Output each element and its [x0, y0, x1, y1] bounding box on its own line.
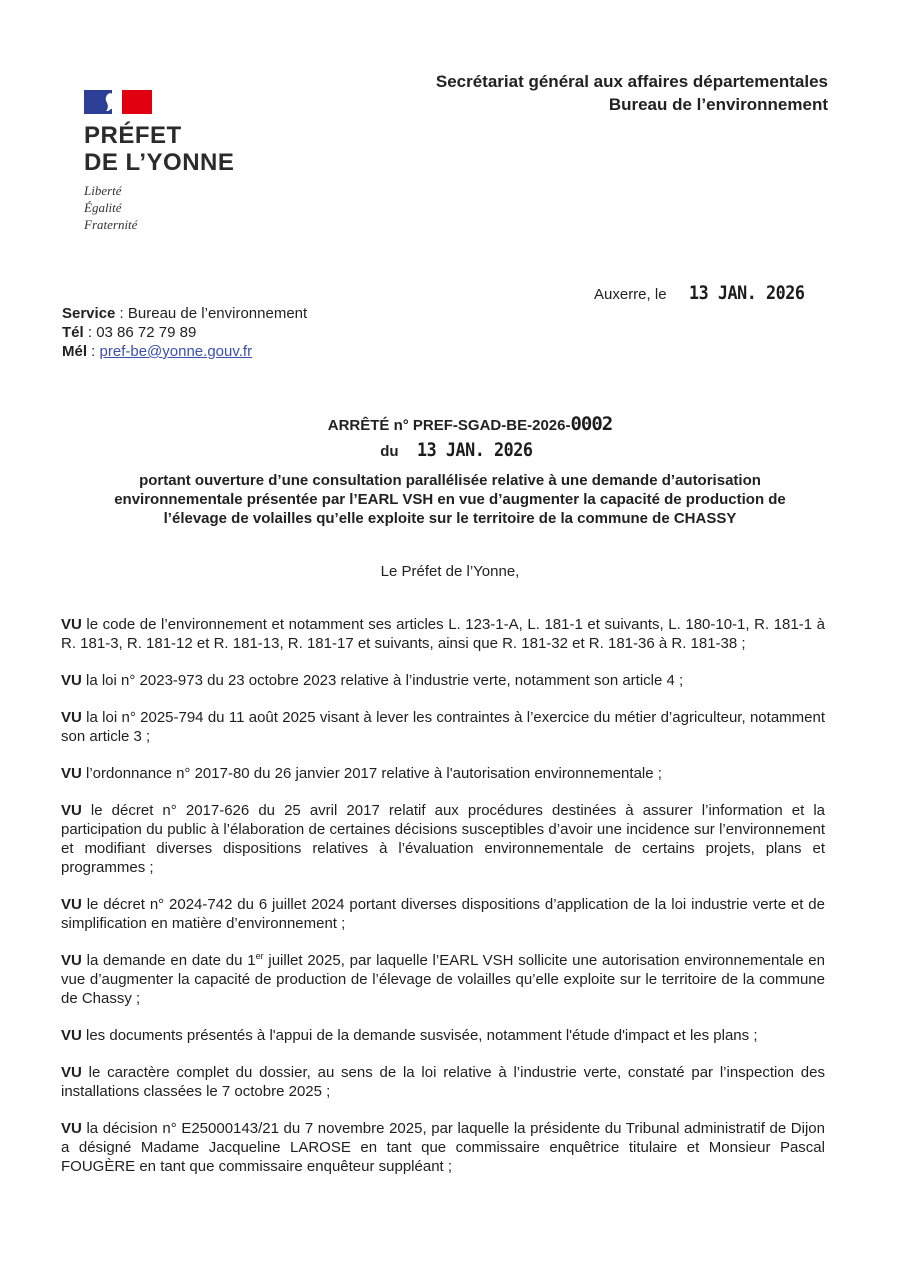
motto-liberte: Liberté [84, 183, 122, 198]
vu-paragraph [61, 615, 825, 653]
vu-text-superscript: er [255, 951, 264, 961]
prefet-name-line: PRÉFET [84, 122, 182, 149]
place-label: Auxerre, le [594, 286, 667, 303]
vu-paragraph [61, 764, 825, 783]
header-line-secretariat: Secrétariat général aux affaires départementales [435, 72, 828, 91]
arrete-subject: portant ouverture d’une consultation parallélisée relative à une demande d’autorisation environnementale présentée par l’EARL VSH en vue d’augmenter la capacité de production de l’élevage de volailles qu’elle exploite sur le territoire de la commune de CHASSY [114, 472, 786, 527]
tel-label: Tél [62, 324, 84, 341]
vu-paragraph [61, 1119, 825, 1176]
vu-text: la demande en date du 1 [81, 952, 256, 969]
tel-value: : 03 86 72 79 89 [83, 324, 197, 341]
service-value: : Bureau de l’environnement [115, 305, 308, 322]
place-date [594, 282, 820, 304]
issuing-service-header [436, 70, 828, 116]
mel-label: Mél [62, 343, 88, 360]
prefet-name [84, 122, 234, 176]
vu-text: le décret n° 2024-742 du 6 juillet 2024 portant diverses dispositions d’application de la loi industrie verte et de simplification en matière d’environnement ; [61, 896, 825, 932]
vu-text: l’ordonnance n° 2017-80 du 26 janvier 2017 relative à l'autorisation environnementale ; [81, 765, 662, 782]
arrete-number-line [20, 413, 900, 435]
vu-list [61, 615, 825, 1194]
motto-egalite: Égalité [84, 200, 122, 215]
arrete-title [0, 413, 900, 461]
vu-text: les documents présentés à l'appui de la demande susvisée, notamment l'étude d'impact et les plans ; [81, 1027, 758, 1044]
service-label: Service [62, 305, 116, 322]
date-stamp: 13 JAN. 2026 [688, 282, 805, 304]
vu-label: VU [61, 765, 82, 782]
arrete-du: du [380, 443, 399, 460]
vu-paragraph [61, 801, 825, 877]
contact-tel [62, 323, 307, 342]
contact-mel [62, 342, 307, 361]
marianne-logo-block [84, 90, 234, 233]
contact-block [62, 304, 307, 361]
vu-label: VU [61, 672, 82, 689]
arrete-date-line [14, 439, 900, 461]
vu-text: la loi n° 2025-794 du 11 août 2025 visant à lever les contraintes à l’exercice du métier d’agriculteur, notamment son article 3 ; [61, 709, 825, 745]
vu-label: VU [61, 709, 82, 726]
header-line-bureau: Bureau de l’environnement [608, 95, 828, 114]
motto-fraternite: Fraternité [84, 217, 138, 232]
mel-separator: : [87, 343, 100, 360]
prefet-name-line: DE L’YONNE [84, 149, 235, 176]
vu-text: le code de l’environnement et notamment ses articles L. 123-1-A, L. 181-1 et suivants, L. 180-10-1, R. 181-1 à R. 181-3, R. 181-12 et R. 181-13, R. 181-17 et suivants, ainsi que R. 181-32 et R. 181-36 à R. 181-38 ; [61, 616, 825, 652]
prefet-line: Le Préfet de l’Yonne, [380, 563, 520, 580]
vu-label: VU [61, 802, 82, 819]
vu-paragraph [61, 951, 825, 1008]
vu-paragraph [61, 708, 825, 746]
vu-text: le caractère complet du dossier, au sens de la loi relative à l’industrie verte, constaté par l’inspection des installations classées le 7 octobre 2025 ; [61, 1064, 825, 1100]
arrete-number-handwritten: 0002 [570, 413, 613, 435]
vu-paragraph [61, 1063, 825, 1101]
arrete-date-stamp: 13 JAN. 2026 [416, 439, 533, 461]
email-link[interactable]: pref-be@yonne.gouv.fr [99, 343, 253, 360]
marianne-flag-icon [84, 90, 152, 114]
vu-text: la décision n° E25000143/21 du 7 novembre 2025, par laquelle la présidente du Tribunal administratif de Dijon a désigné Madame Jacqueline LAROSE en tant que commissaire enquêtrice titulaire et Monsieur Pascal FOUGÈRE en tant que commissaire enquêteur suppléant ; [61, 1120, 825, 1175]
vu-label: VU [61, 1064, 82, 1081]
vu-label: VU [61, 896, 82, 913]
vu-label: VU [61, 616, 82, 633]
vu-text: la loi n° 2023-973 du 23 octobre 2023 relative à l’industrie verte, notamment son article 4 ; [81, 672, 684, 689]
marianne-profile-icon [104, 92, 120, 112]
vu-text: le décret n° 2017-626 du 25 avril 2017 relatif aux procédures destinées à assurer l’information et la participation du public à l’élaboration de certaines décisions susceptibles d’avoir une incidence sur l’environnement et modifiant diverses dispositions relatives à l’évaluation environnementale de certains projets, plans et programmes ; [61, 802, 825, 876]
contact-service [62, 304, 307, 323]
vu-paragraph [61, 671, 825, 690]
vu-text: juillet 2025, par laquelle l’EARL VSH sollicite une autorisation environnementale en vue d’augmenter la capacité de production de l’élevage de volailles qu’elle exploite sur le territoire de la commune de Chassy ; [61, 952, 825, 1007]
republic-motto [84, 182, 234, 233]
vu-label: VU [61, 952, 82, 969]
vu-label: VU [61, 1027, 82, 1044]
arrete-prefix: ARRÊTÉ n° PREF-SGAD-BE-2026- [327, 417, 571, 434]
vu-paragraph [61, 895, 825, 933]
vu-label: VU [61, 1120, 82, 1137]
vu-paragraph [61, 1026, 825, 1045]
